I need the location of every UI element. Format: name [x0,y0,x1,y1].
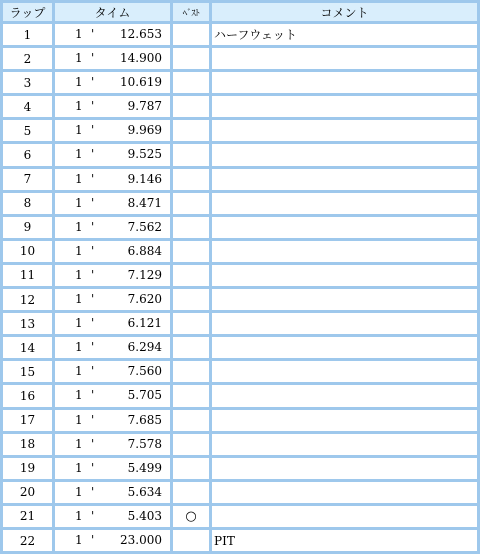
lap-time [55,313,170,334]
lap-comment [212,410,477,431]
minute-mark: ' [91,99,95,114]
best-lap-marker [173,24,209,45]
lap-time-seconds: 7.685 [127,412,162,427]
minute-mark: ' [91,51,95,66]
lap-number: 2 [3,48,52,69]
lap-number: 13 [3,313,52,334]
lap-time [55,458,170,479]
minute-mark: ' [91,340,95,355]
lap-time-seconds: 14.900 [120,51,162,66]
best-lap-marker [173,434,209,455]
table-row [3,289,477,310]
lap-time [55,120,170,141]
lap-rows [3,24,477,551]
lap-number: 9 [3,217,52,238]
lap-number: 7 [3,169,52,190]
lap-time [55,24,170,45]
table-row [3,217,477,238]
table-row [3,337,477,358]
lap-time-seconds: 9.146 [127,171,162,186]
lap-comment: ハーフウェット [212,24,477,45]
lap-time-minutes: 1 [75,388,83,403]
lap-time [55,72,170,93]
lap-time-minutes: 1 [75,292,83,307]
lap-number: 20 [3,482,52,503]
minute-mark: ' [91,532,95,547]
lap-number: 16 [3,385,52,406]
lap-number: 19 [3,458,52,479]
lap-comment [212,48,477,69]
lap-time [55,48,170,69]
header-best: ﾍﾞｽﾄ [173,3,209,21]
lap-time-seconds: 5.499 [127,460,162,475]
lap-time-seconds: 6.884 [127,243,162,258]
lap-number: 5 [3,120,52,141]
minute-mark: ' [91,123,95,138]
table-row [3,506,477,527]
lap-number: 18 [3,434,52,455]
minute-mark: ' [91,75,95,90]
lap-time-seconds: 9.969 [127,123,162,138]
minute-mark: ' [91,219,95,234]
table-row [3,24,477,45]
minute-mark: ' [91,195,95,210]
minute-mark: ' [91,267,95,282]
best-lap-marker [173,458,209,479]
lap-time-minutes: 1 [75,484,83,499]
lap-comment [212,458,477,479]
lap-time-minutes: 1 [75,508,83,523]
best-lap-marker [173,144,209,165]
table-row [3,361,477,382]
lap-time-minutes: 1 [75,99,83,114]
lap-comment [212,265,477,286]
minute-mark: ' [91,412,95,427]
lap-time-seconds: 8.471 [127,195,162,210]
lap-time [55,530,170,551]
lap-comment [212,434,477,455]
best-lap-marker [173,289,209,310]
lap-comment [212,385,477,406]
lap-number: 17 [3,410,52,431]
best-lap-marker [173,361,209,382]
minute-mark: ' [91,508,95,523]
lap-comment [212,96,477,117]
minute-mark: ' [91,388,95,403]
lap-time-seconds: 7.129 [127,267,162,282]
minute-mark: ' [91,171,95,186]
table-row [3,530,477,551]
minute-mark: ' [91,292,95,307]
best-lap-marker [173,410,209,431]
lap-comment [212,241,477,262]
lap-time-seconds: 23.000 [120,532,162,547]
lap-time [55,410,170,431]
lap-comment [212,217,477,238]
lap-time-minutes: 1 [75,436,83,451]
lap-time-minutes: 1 [75,412,83,427]
lap-time [55,265,170,286]
lap-time-minutes: 1 [75,316,83,331]
lap-time-seconds: 10.619 [120,75,162,90]
lap-time-seconds: 5.705 [127,388,162,403]
best-lap-marker: ○ [173,506,209,527]
lap-number: 1 [3,24,52,45]
lap-time-seconds: 7.560 [127,364,162,379]
lap-comment [212,506,477,527]
lap-time [55,482,170,503]
best-lap-marker [173,385,209,406]
best-lap-marker [173,96,209,117]
lap-number: 3 [3,72,52,93]
best-lap-marker [173,265,209,286]
lap-time-seconds: 7.578 [127,436,162,451]
lap-time-seconds: 9.525 [127,147,162,162]
table-row [3,120,477,141]
lap-time [55,144,170,165]
lap-number: 8 [3,193,52,214]
best-lap-marker [173,241,209,262]
lap-time [55,96,170,117]
table-row [3,193,477,214]
lap-time-minutes: 1 [75,267,83,282]
lap-time-seconds: 5.403 [127,508,162,523]
lap-time-seconds: 12.653 [120,27,162,41]
lap-comment [212,120,477,141]
lap-comment [212,169,477,190]
header-lap: ラップ [3,3,52,21]
lap-comment [212,289,477,310]
lap-time-seconds: 6.294 [127,340,162,355]
table-row [3,385,477,406]
lap-time-minutes: 1 [75,123,83,138]
best-lap-marker [173,169,209,190]
minute-mark: ' [91,484,95,499]
minute-mark: ' [91,27,95,41]
lap-time [55,337,170,358]
lap-time [55,217,170,238]
lap-number: 4 [3,96,52,117]
lap-number: 22 [3,530,52,551]
lap-time-minutes: 1 [75,364,83,379]
lap-time-seconds: 5.634 [127,484,162,499]
lap-time-minutes: 1 [75,460,83,475]
minute-mark: ' [91,460,95,475]
table-row [3,72,477,93]
lap-time-minutes: 1 [75,147,83,162]
lap-time-minutes: 1 [75,75,83,90]
lap-time-seconds: 6.121 [127,316,162,331]
lap-comment [212,144,477,165]
table-row [3,458,477,479]
lap-comment [212,361,477,382]
minute-mark: ' [91,364,95,379]
minute-mark: ' [91,436,95,451]
header-comment: コメント [212,3,477,21]
lap-time [55,361,170,382]
best-lap-marker [173,482,209,503]
lap-time [55,169,170,190]
lap-number: 10 [3,241,52,262]
best-lap-marker [173,72,209,93]
lap-comment [212,313,477,334]
lap-time-minutes: 1 [75,51,83,66]
table-row [3,144,477,165]
table-row [3,241,477,262]
table-row [3,482,477,503]
best-lap-marker [173,48,209,69]
lap-comment [212,482,477,503]
lap-time [55,434,170,455]
table-row [3,169,477,190]
minute-mark: ' [91,147,95,162]
lap-time-seconds: 7.620 [127,292,162,307]
lap-time-minutes: 1 [75,532,83,547]
table-row [3,48,477,69]
lap-time-seconds: 9.787 [127,99,162,114]
lap-comment [212,337,477,358]
minute-mark: ' [91,316,95,331]
lap-comment [212,193,477,214]
header-time: タイム [55,3,170,21]
table-row [3,434,477,455]
lap-time-minutes: 1 [75,340,83,355]
lap-time [55,385,170,406]
lap-number: 6 [3,144,52,165]
lap-number: 14 [3,337,52,358]
lap-time-minutes: 1 [75,219,83,234]
lap-time-seconds: 7.562 [127,219,162,234]
lap-number: 21 [3,506,52,527]
header-row [3,3,477,21]
lap-time [55,289,170,310]
table-row [3,265,477,286]
best-lap-marker [173,120,209,141]
lap-comment: PIT [212,530,477,551]
lap-time-minutes: 1 [75,243,83,258]
lap-comment [212,72,477,93]
minute-mark: ' [91,243,95,258]
lap-time [55,193,170,214]
best-lap-marker [173,530,209,551]
best-lap-marker [173,337,209,358]
lap-time-minutes: 1 [75,195,83,210]
lap-time [55,506,170,527]
lap-time [55,241,170,262]
lap-time-minutes: 1 [75,27,83,41]
lap-number: 12 [3,289,52,310]
best-lap-marker [173,193,209,214]
lap-number: 15 [3,361,52,382]
lap-number: 11 [3,265,52,286]
lap-time-minutes: 1 [75,171,83,186]
table-row [3,410,477,431]
table-row [3,313,477,334]
best-lap-marker [173,313,209,334]
table-row [3,96,477,117]
best-lap-marker [173,217,209,238]
